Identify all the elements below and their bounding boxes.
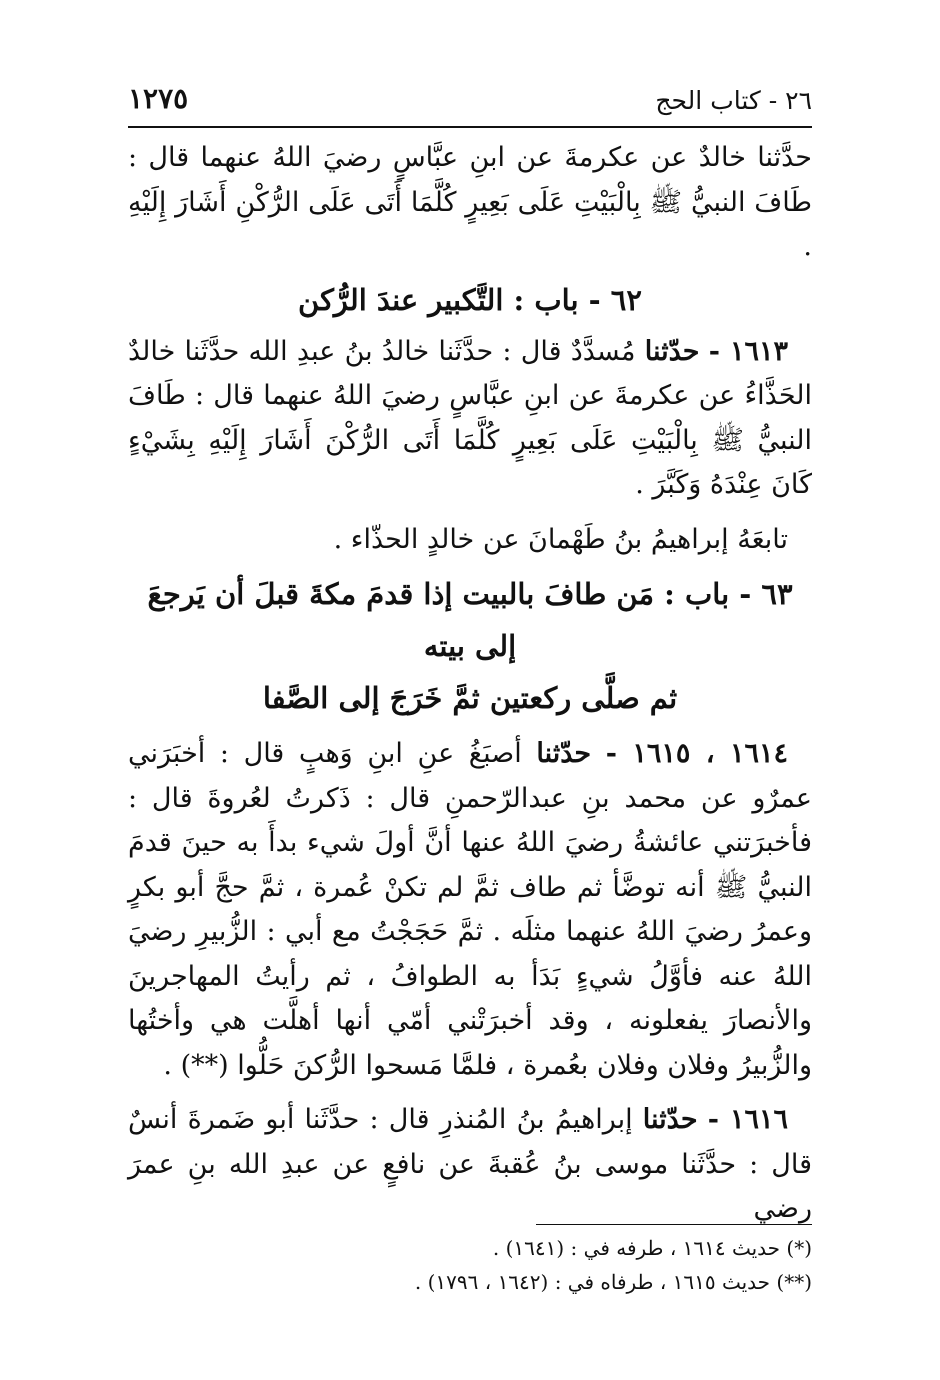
footnotes <box>128 1224 812 1299</box>
heading-line-2: ثم صلَّى ركعتين ثمَّ خَرَجَ إلى الصَّفا <box>262 681 678 715</box>
hadith-1613 <box>128 330 812 508</box>
mutabaah-note: تابعَهُ إبراهيمُ بنُ طَهْمانَ عن خالدٍ الحذّاء . <box>333 523 788 555</box>
hadith-number: ١٦١٣ - <box>708 335 788 367</box>
hadith-1614-1615 <box>128 732 812 1088</box>
hadith-number: ١٦١٦ - <box>707 1104 788 1135</box>
footnote-1: (*) حديث ١٦١٤ ، طرفه في : (١٦٤١) . <box>492 1236 812 1260</box>
footnote-2: (**) حديث ١٦١٥ ، طرفاه في : (١٦٤٢ ، ١٧٩٦) . <box>414 1270 812 1294</box>
hadith-lead: حدّثنا <box>536 738 592 769</box>
intro-paragraph: حدَّثنا خالدٌ عن عكرمةَ عن ابنِ عبَّاسٍ رضيَ اللهُ عنهما قال : طَافَ النبيُّ ﷺ بِالْبَيْتِ عَلَى بَعِيرٍ كُلَّمَا أَتَى عَلَى الرُّكْنِ أَشَارَ إِلَيْهِ . <box>128 142 812 262</box>
hadith-1616 <box>128 1098 812 1232</box>
heading-line-1: ٦٣ - باب : مَن طافَ بالبيت إذا قدمَ مكةَ قبلَ أن يَرجعَ إلى بيته <box>147 577 793 663</box>
hadith-text: أصبَغُ عنِ ابنِ وَهبٍ قال : أخبَرَني عمرٌو عن محمد بنِ عبدالرّحمنِ قال : ذَكرتُ لعُروةَ قال : فأخبرَتني عائشةُ رضيَ اللهُ عنها أنَّ أولَ شيء بدأَ به حينَ قدمَ النبيُّ ﷺ أنه توضَّأ ثم طاف ثمَّ لم تكنْ عُمرة ، ثمَّ حجَّ أبو بكرٍ وعمرُ رضيَ اللهُ عنهما مثلَه . ثمَّ حَجَجْتُ مع أبي : الزُّبيرِ رضيَ اللهُ عنه فأوَّلُ شيءٍ بَدَأ به الطوافُ ، ثم رأيتُ المهاجرينَ والأنصارَ يفعلونه ، وقد أخبرَتْني أمّي أنها أهلَّت هي وأختُها والزُّبيرُ وفلان وفلان بعُمرة ، فلمَّا مَسحوا الرُّكنَ حَلُّوا (**) . <box>128 738 812 1081</box>
hadith-text: إبراهيمُ بنُ المُنذرِ قال : حدَّثَنا أبو ضَمرةَ أنسٌ قال : حدَّثَنا موسى بنُ عُقبةَ عن نافعٍ عن عبدِ الله بنِ عمرَ رضي <box>128 1104 812 1224</box>
main-text <box>128 136 812 1232</box>
footnote-divider <box>536 1224 812 1225</box>
chapter-heading-63 <box>128 568 812 724</box>
chapter-title: ٢٦ - كتاب الحج <box>655 86 812 115</box>
chapter-heading-62: ٦٢ - باب : التَّكبير عندَ الرُّكن <box>298 282 642 317</box>
hadith-number: ١٦١٤ ، ١٦١٥ - <box>605 738 789 769</box>
hadith-lead: حدّثنا <box>642 1104 698 1135</box>
page-number: ١٢٧٥ <box>128 82 189 115</box>
hadith-lead: حدّثنا <box>644 335 700 367</box>
hadith-text: مُسدَّدٌ قال : حدَّثَنا خالدُ بنُ عبدِ الله حدَّثَنا خالدٌ الحَذَّاءُ عن عكرمةَ عن ابنِ عبَّاسٍ رضيَ اللهُ عنهما قال : طَافَ النبيُّ ﷺ بِالْبَيْتِ عَلَى بَعِيرٍ كُلَّمَا أَتَى الرُّكْنَ أَشَارَ إِلَيْهِ بِشَيْءٍ كَانَ عِنْدَهُ وَكَبَّرَ . <box>128 335 812 500</box>
running-header <box>128 82 812 128</box>
